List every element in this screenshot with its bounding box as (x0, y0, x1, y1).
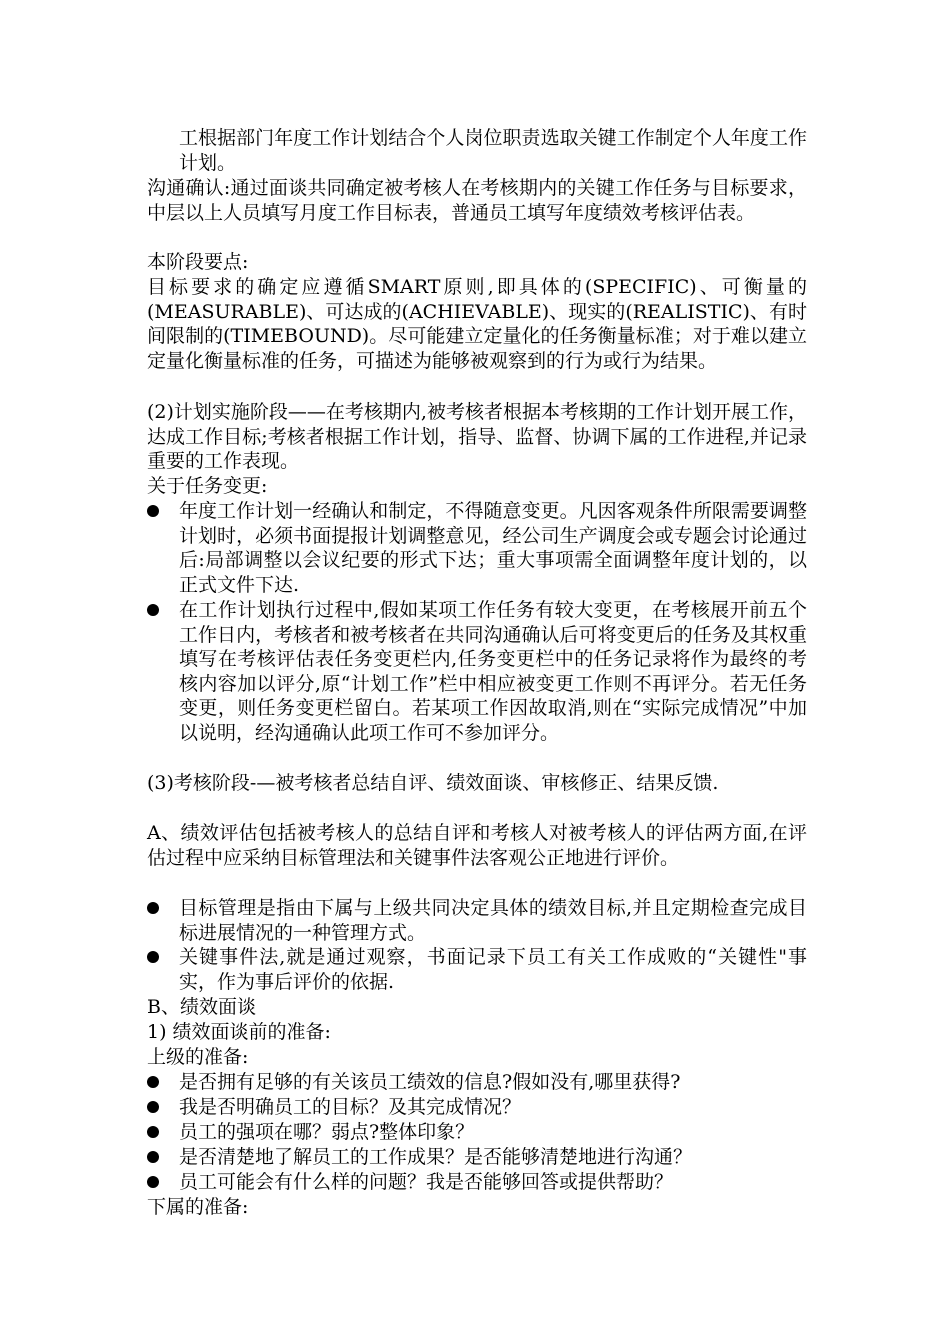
bullet-icon (147, 1101, 159, 1113)
heading-task-change: 关于任务变更: (147, 475, 268, 497)
list-item-text: 是否清楚地了解员工的工作成果？是否能够清楚地进行沟通？ (179, 1146, 693, 1168)
list-item-text: 年度工作计划一经确认和制定，不得随意变更。凡因客观条件所限需要调整计划时，必须书面提报计划调整意见，经公司生产调度会或专题会讨论通过后:局部调整以会议纪要的形式下达；重大事项需全面调整年度计划的，以正式文件下达. (179, 500, 807, 596)
list-item-text: 目标管理是指由下属与上级共同决定具体的绩效目标,并且定期检查完成目标进展情况的一种管理方式。 (179, 897, 807, 944)
paragraph-smart-principle: 目标要求的确定应遵循SMART原则,即具体的(SPECIFIC)、可衡量的(MEASURABLE)、可达成的(ACHIEVABLE)、现实的(REALISTIC)、有时间限制的(TIMEBOUND)。尽可能建立定量化的任务衡量标准；对于难以建立定量化衡量标准的任务，可描述为能够被观察到的行为或行为结果。 (147, 276, 807, 372)
bullet-icon (147, 604, 159, 616)
heading-superior-preparation: 上级的准备: (147, 1046, 249, 1068)
bullet-icon (147, 1076, 159, 1088)
list-item-text: 是否拥有足够的有关该员工绩效的信息?假如没有,哪里获得? (179, 1071, 681, 1093)
paragraph-implementation-stage: (2)计划实施阶段——在考核期内,被考核者根据本考核期的工作计划开展工作，达成工作目标;考核者根据工作计划，指导、监督、协调下属的工作进程,并记录重要的工作表现。 (147, 401, 807, 473)
list-item-text: 我是否明确员工的目标？及其完成情况？ (179, 1096, 522, 1118)
paragraph-plan-continuation: 工根据部门年度工作计划结合个人岗位职责选取关键工作制定个人年度工作计划。 (179, 127, 807, 174)
list-item-text: 在工作计划执行过程中,假如某项工作任务有较大变更，在考核展开前五个工作日内，考核者和被考核者在共同沟通确认后可将变更后的任务及其权重填写在考核评估表任务变更栏内,任务变更栏中的任务记录将作为最终的考核内容加以评分,原“计划工作”栏中相应被变更工作则不再评分。若无任务变更，则任务变更栏留白。若某项工作因故取消,则在“实际完成情况”中加以说明，经沟通确认此项工作可不参加评分。 (179, 599, 807, 744)
paragraph-assessment-stage: (3)考核阶段-—被考核者总结自评、绩效面谈、审核修正、结果反馈. (147, 772, 719, 794)
bullet-icon (147, 902, 159, 914)
list-item-text: 员工可能会有什么样的问题？我是否能够回答或提供帮助？ (179, 1171, 674, 1193)
paragraph-communication-confirm: 沟通确认:通过面谈共同确定被考核人在考核期内的关键工作任务与目标要求，中层以上人员填写月度工作目标表，普通员工填写年度绩效考核评估表。 (147, 177, 807, 224)
bullet-icon (147, 1151, 159, 1163)
heading-interview-preparation: 1) 绩效面谈前的准备: (147, 1021, 331, 1043)
paragraph-performance-evaluation: A、绩效评估包括被考核人的总结自评和考核人对被考核人的评估两方面,在评估过程中应采纳目标管理法和关键事件法客观公正地进行评价。 (147, 822, 807, 869)
bullet-icon (147, 1126, 159, 1138)
bullet-icon (147, 1176, 159, 1188)
list-item-text: 员工的强项在哪？弱点?整体印象？ (179, 1121, 475, 1143)
list-item-text: 关键事件法,就是通过观察，书面记录下员工有关工作成败的“关键性"事实，作为事后评价的依据. (179, 946, 807, 993)
bullet-icon (147, 505, 159, 517)
heading-stage-points: 本阶段要点: (147, 251, 249, 273)
heading-performance-interview: B、绩效面谈 (147, 996, 256, 1018)
bullet-icon (147, 951, 159, 963)
heading-subordinate-preparation: 下属的准备: (147, 1196, 249, 1218)
